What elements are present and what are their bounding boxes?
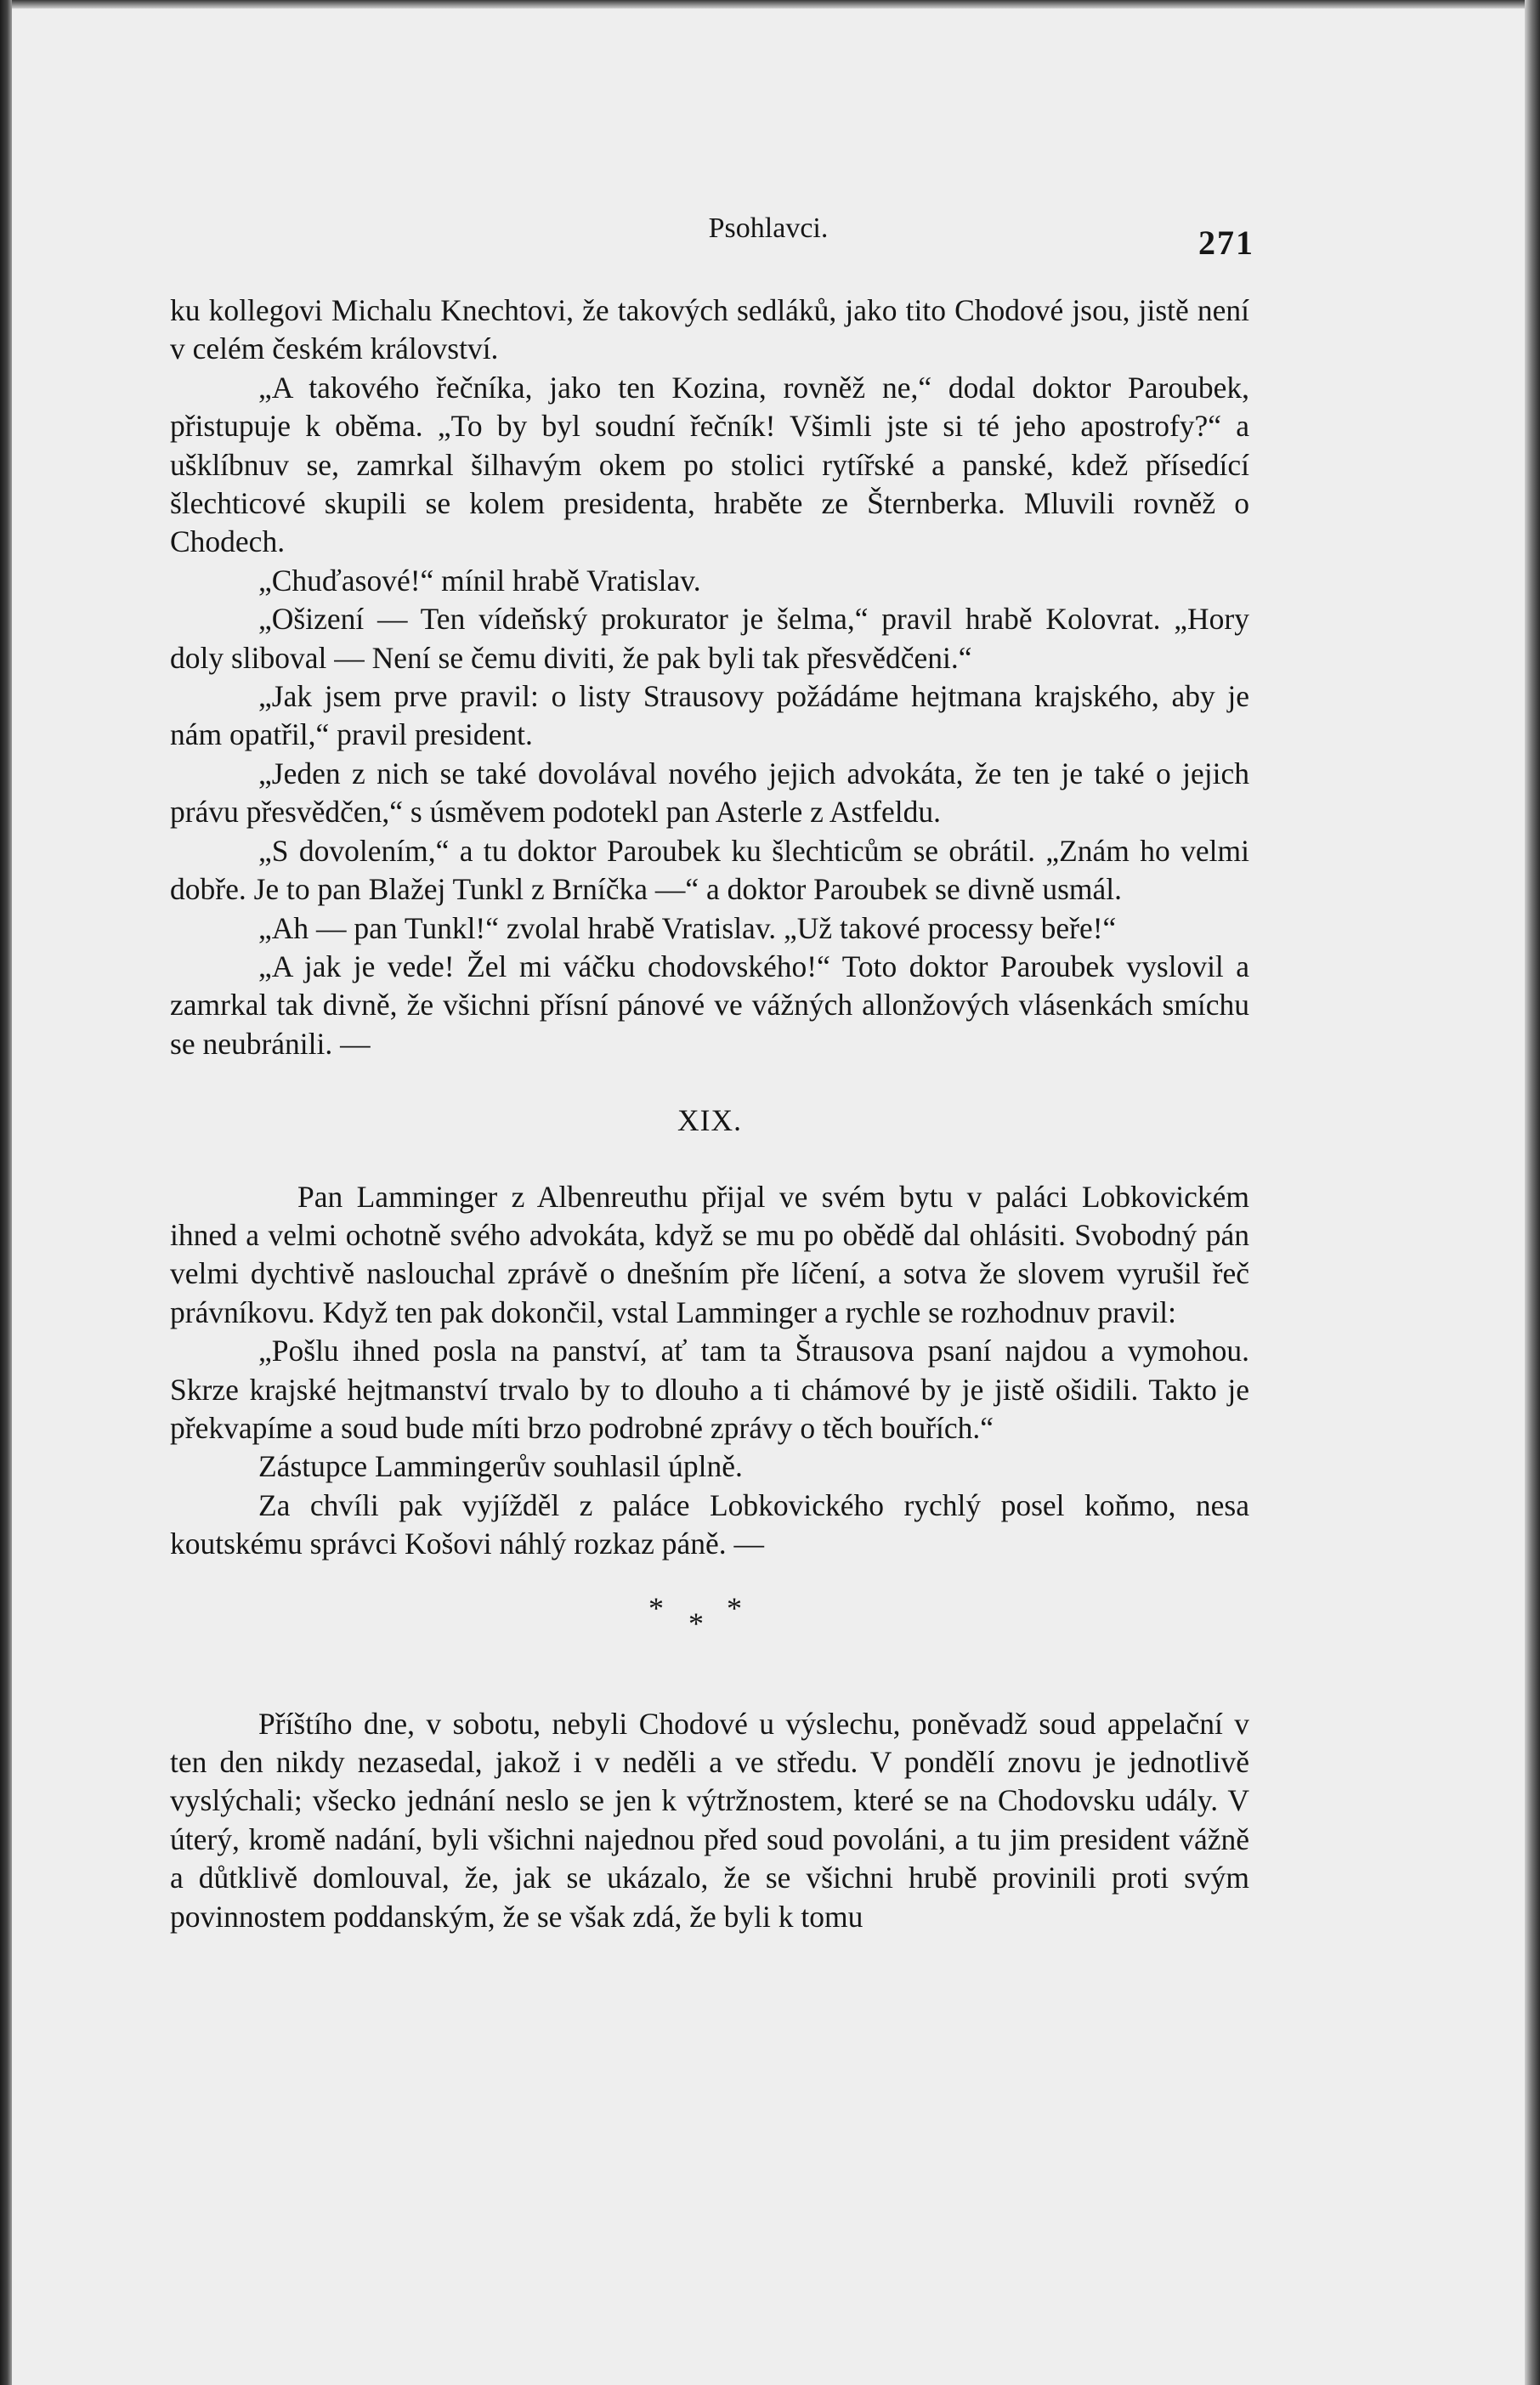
book-page xyxy=(12,8,1525,2385)
running-title: Psohlavci. xyxy=(708,212,829,244)
section-separator xyxy=(170,1589,1249,1705)
page-number: 271 xyxy=(1198,224,1254,262)
separator-star: * xyxy=(727,1590,742,1625)
paragraph: „Jeden z nich se také dovolával nového jejich advokáta, že ten je také o jejich právu přesvědčen,“ s úsměvem podotekl pan Asterle z Astfeldu. xyxy=(170,756,1249,830)
paragraph: „Jak jsem prve pravil: o listy Strausovy požádáme hejtmana krajského, aby je nám opatřil,“ pravil president. xyxy=(170,679,1249,752)
paragraph: Za chvíli pak vyjížděl z paláce Lobkovického rychlý posel koňmo, nesa koutskému správci Košovi náhlý rozkaz páně. — xyxy=(170,1487,1249,1561)
scan-edge-left xyxy=(0,0,12,2385)
scan-edge-top xyxy=(0,0,1540,8)
page-header xyxy=(12,212,1525,263)
paragraph: ku kollegovi Michalu Knechtovi, že takových sedláků, jako tito Chodové jsou, jistě není v celém českém království. xyxy=(170,293,1249,366)
body-text xyxy=(170,292,1249,1936)
separator-star: * xyxy=(688,1606,704,1640)
paragraph: „S dovolením,“ a tu doktor Paroubek ku šlechticům se obrátil. „Znám ho velmi dobře. Je to pan Blažej Tunkl z Brníčka —“ a doktor Paroubek se divně usmál. xyxy=(170,833,1249,907)
scan-edge-right xyxy=(1525,0,1540,2385)
separator-star: * xyxy=(648,1590,664,1625)
paragraph: „A takového řečníka, jako ten Kozina, rovněž ne,“ dodal doktor Paroubek, přistupuje k oběma. „To by byl soudní řečník! Všimli jste si té jeho apostrofy?“ a ušklíbnuv se, zamrkal šilhavým okem po stolici rytířské a panské, kdež přísedící šlechticové skupili se kolem presidenta, hraběte ze Šternberka. Mluvili rovněž o Chodech. xyxy=(170,370,1249,559)
paragraph: Zástupce Lammingerův souhlasil úplně. xyxy=(258,1449,743,1484)
chapter-heading: XIX. xyxy=(677,1103,742,1138)
paragraph: Příštího dne, v sobotu, nebyli Chodové u výslechu, poněvadž soud appelační v ten den nikdy nezasedal, jakož i v neděli a ve středu. V pondělí znovu je jednotlivě vyslýchali; všecko jednání neslo se jen k výtržnostem, které se na Chodovsku udály. V úterý, kromě nadání, byli všichni najednou před soud povoláni, a tu jim president vážně a důtklivě domlouval, že, jak se ukázalo, že se všichni hrubě provinili proti svým povinnostem poddanským, že se však zdá, že byli k tomu xyxy=(170,1706,1249,1934)
paragraph: „Pošlu ihned posla na panství, ať tam ta Štrausova psaní najdou a vymohou. Skrze krajské hejtmanství trvalo by to dlouho a ti chámové by je jistě ošidili. Takto je překvapíme a soud bude míti brzo podrobné zprávy o těch bouřích.“ xyxy=(170,1334,1249,1445)
paragraph: „A jak je vede! Žel mi váčku chodovského!“ Toto doktor Paroubek vyslovil a zamrkal tak divně, že všichni přísní pánové ve vážných allonžových vlásenkách smíchu se neubránili. — xyxy=(170,949,1249,1061)
paragraph: Pan Lamminger z Albenreuthu přijal ve svém bytu v paláci Lobkovickém ihned a velmi ochotně svého advokáta, když se mu po obědě dal ohlásiti. Svobodný pán velmi dychtivě naslouchal zprávě o dnešním pře líčení, a sotva že slovem vyrušil řeč právníkovu. Když ten pak dokončil, vstal Lamminger a rychle se rozhodnuv pravil: xyxy=(170,1179,1249,1329)
paragraph: „Ah — pan Tunkl!“ zvolal hrabě Vratislav. „Už takové processy beře!“ xyxy=(258,910,1117,945)
paragraph: „Ošizení — Ten vídeňský prokurator je šelma,“ pravil hrabě Kolovrat. „Hory doly sliboval — Není se čemu diviti, že pak byli tak přesvědčeni.“ xyxy=(170,602,1249,675)
paragraph: „Chuďasové!“ mínil hrabě Vratislav. xyxy=(258,563,701,598)
